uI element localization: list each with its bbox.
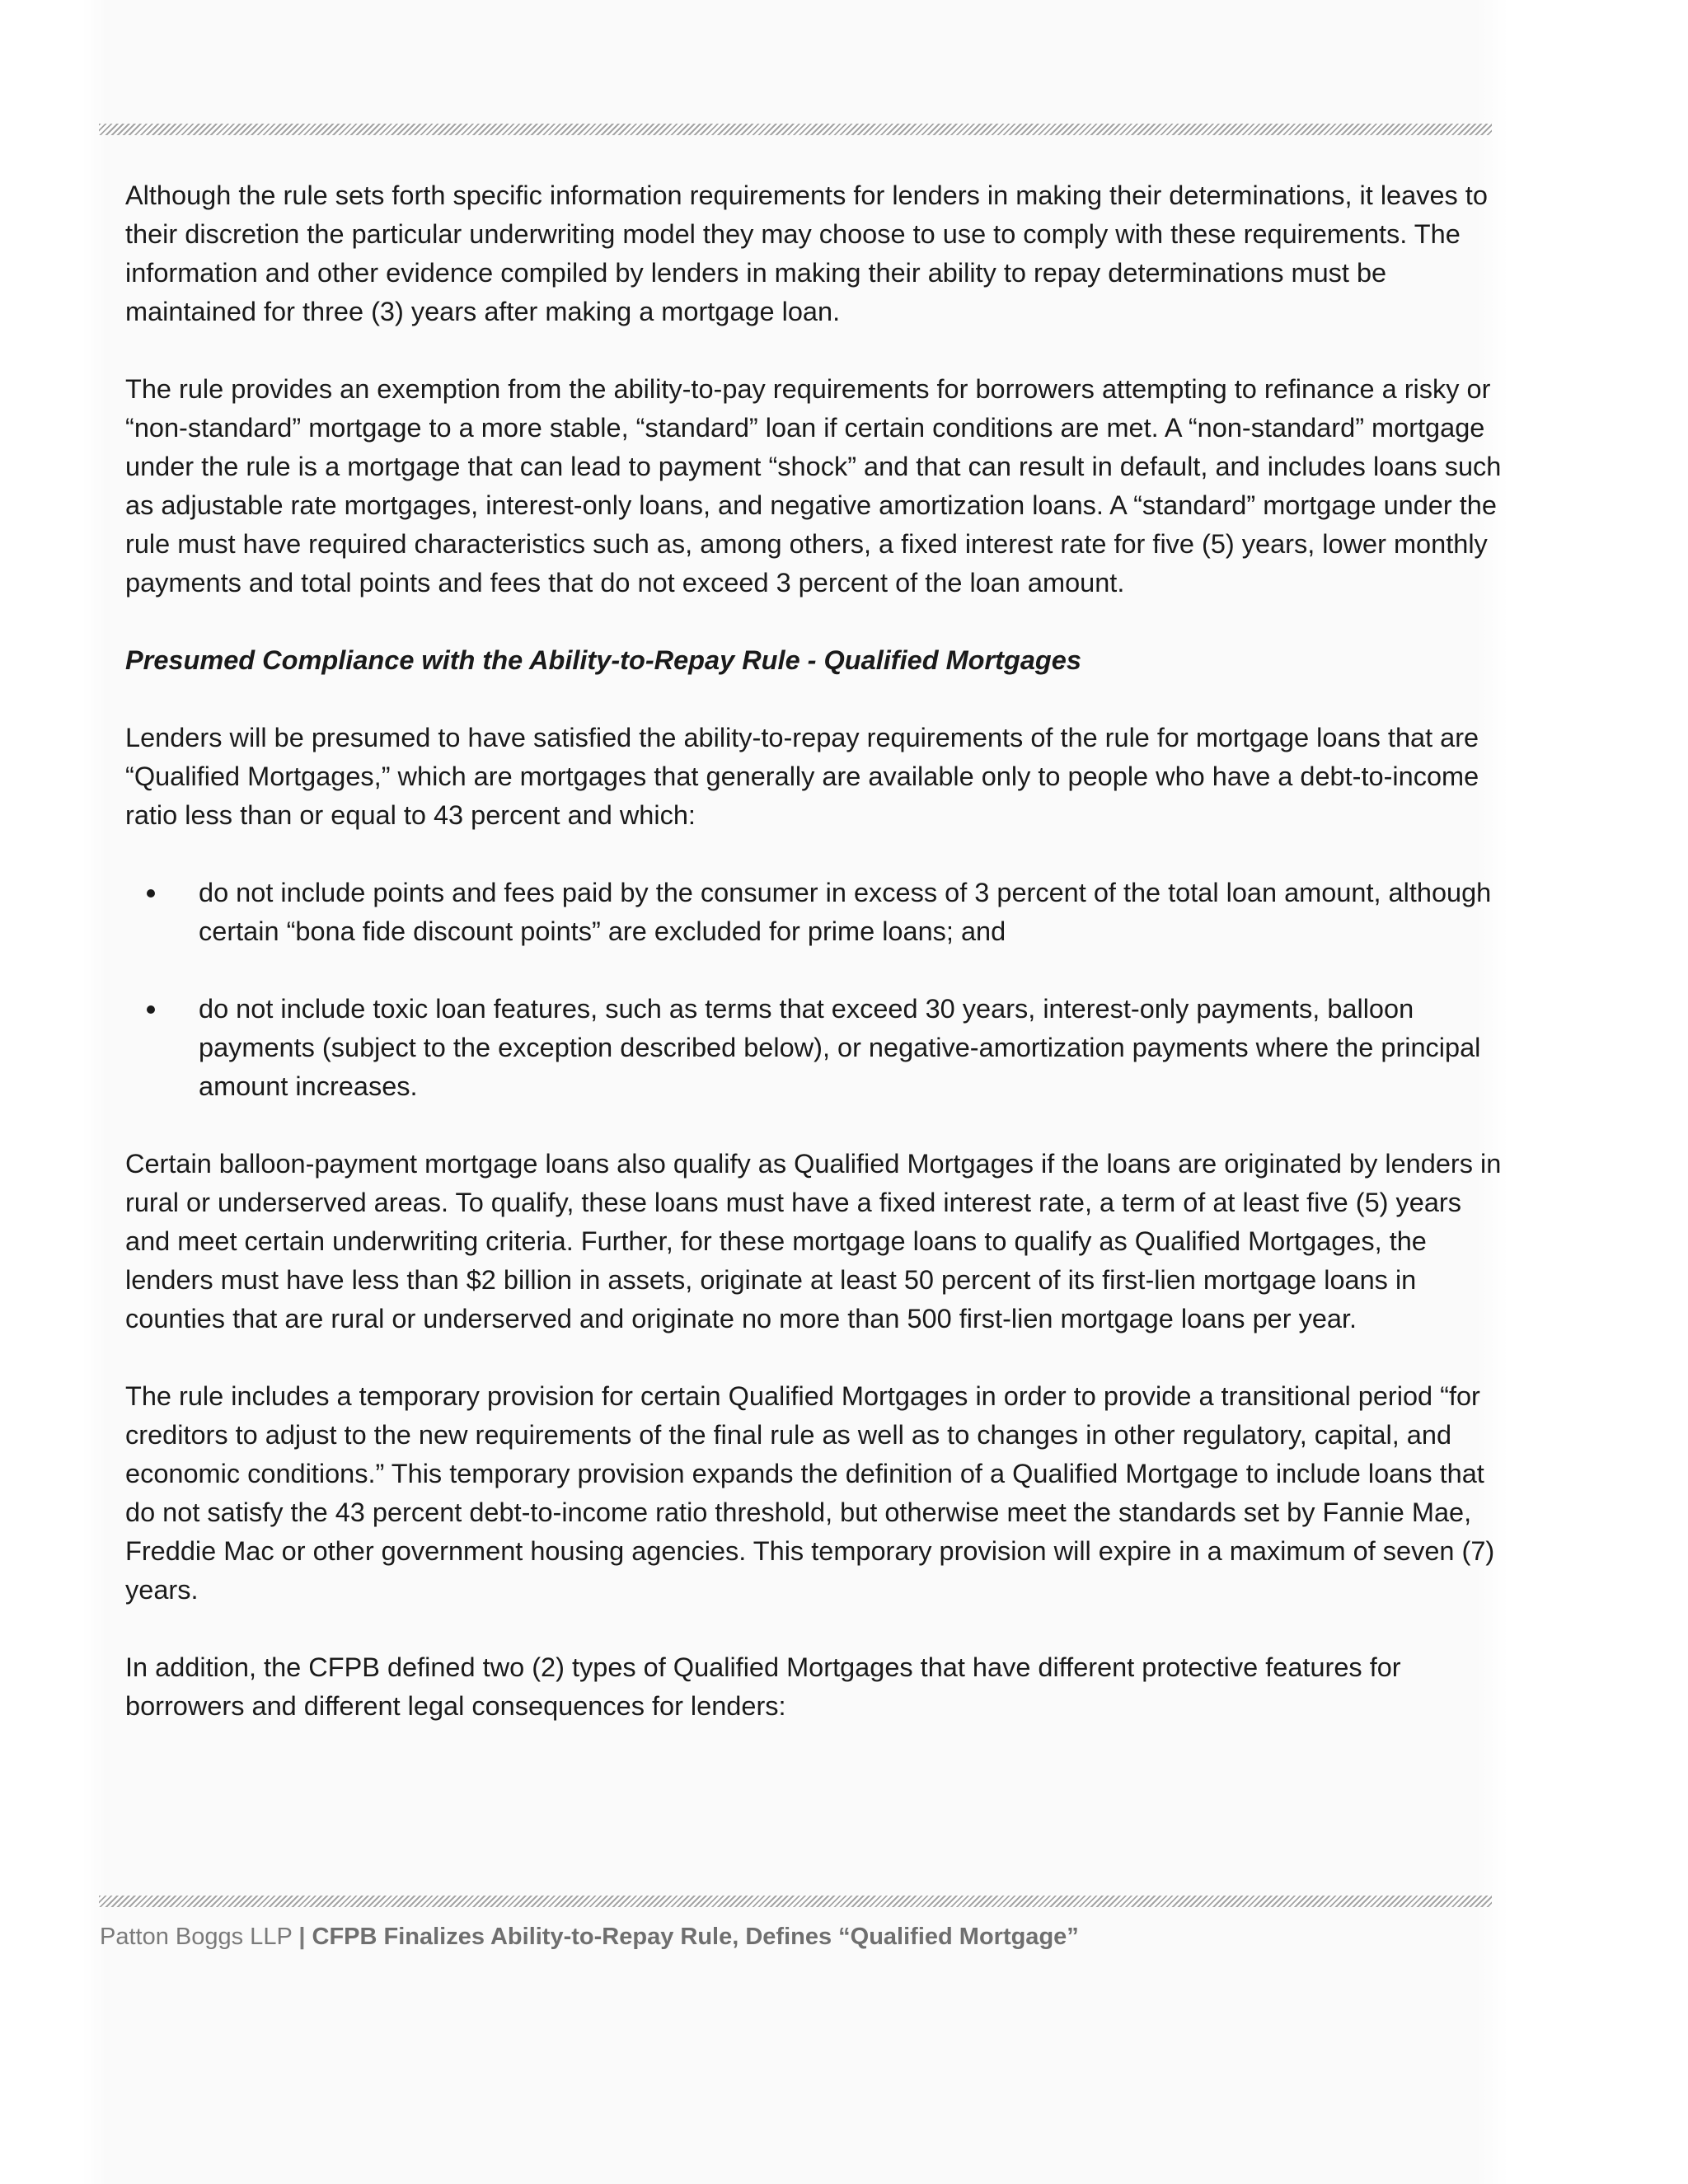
- document-body: [125, 176, 1502, 1765]
- list-item-text: do not include points and fees paid by the consumer in excess of 3 percent of the total loan amount, although certain “bona fide discount points” are excluded for prime loans; and: [199, 878, 1492, 946]
- paragraph-two-types: In addition, the CFPB defined two (2) types of Qualified Mortgages that have different protective features for borrowers and different legal consequences for lenders:: [125, 1652, 1401, 1721]
- footer-firm-name: Patton Boggs LLP: [100, 1924, 293, 1950]
- footer-document-title: CFPB Finalizes Ability-to-Repay Rule, Defines “Qualified Mortgage”: [312, 1924, 1079, 1950]
- list-item: [125, 990, 1502, 1106]
- bullet-icon: [147, 889, 155, 898]
- paragraph-balloon-payment: Certain balloon-payment mortgage loans also qualify as Qualified Mortgages if the loans are originated by lenders in rural or underserved areas. To qualify, these loans must have a fixed interest rate, a term of at least five (5) years and meet certain underwriting criteria. Further, for these mortgage loans to qualify as Qualified Mortgages, the lenders must have less than $2 billion in assets, originate at least 50 percent of its first-lien mortgage loans in counties that are rural or underserved and originate no more than 500 first-lien mortgage loans per year.: [125, 1149, 1502, 1333]
- top-hatched-divider: [99, 124, 1492, 135]
- qm-criteria-list: [125, 874, 1502, 1106]
- bottom-hatched-divider: [99, 1896, 1492, 1907]
- paragraph-temporary-provision: The rule includes a temporary provision for certain Qualified Mortgages in order to provide a transitional period “for creditors to adjust to the new requirements of the final rule as well as to changes in other regulatory, capital, and economic conditions.” This temporary provision expands the definition of a Qualified Mortgage to include loans that do not satisfy the 43 percent debt-to-income ratio threshold, but otherwise meet the standards set by Fannie Mae, Freddie Mac or other government housing agencies. This temporary provision will expire in a maximum of seven (7) years.: [125, 1381, 1495, 1605]
- page-footer: [100, 1920, 1079, 1953]
- list-item-text: do not include toxic loan features, such as terms that exceed 30 years, interest-only payments, balloon payments (subject to the exception described below), or negative-amortization payments where the principal amount increases.: [199, 994, 1481, 1101]
- section-heading-qualified-mortgages: Presumed Compliance with the Ability-to-Repay Rule - Qualified Mortgages: [125, 645, 1081, 675]
- bullet-icon: [147, 1005, 155, 1014]
- paragraph-qm-intro: Lenders will be presumed to have satisfied the ability-to-repay requirements of the rule for mortgage loans that are “Qualified Mortgages,” which are mortgages that generally are available only to people who have a debt-to-income ratio less than or equal to 43 percent and which:: [125, 723, 1479, 830]
- footer-separator: |: [298, 1924, 306, 1950]
- list-item: [125, 874, 1502, 951]
- paragraph-refinance-exemption: The rule provides an exemption from the ability-to-pay requirements for borrowers attempting to refinance a risky or “non-standard” mortgage to a more stable, “standard” loan if certain conditions are met. A “non-standard” mortgage under the rule is a mortgage that can lead to payment “shock” and that can result in default, and includes loans such as adjustable rate mortgages, interest-only loans, and negative amortization loans. A “standard” mortgage under the rule must have required characteristics such as, among others, a fixed interest rate for five (5) years, lower monthly payments and total points and fees that do not exceed 3 percent of the loan amount.: [125, 374, 1502, 598]
- paragraph-underwriting-discretion: Although the rule sets forth specific information requirements for lenders in making their determinations, it leaves to their discretion the particular underwriting model they may choose to use to comply with these requirements. The information and other evidence compiled by lenders in making their ability to repay determinations must be maintained for three (3) years after making a mortgage loan.: [125, 180, 1488, 326]
